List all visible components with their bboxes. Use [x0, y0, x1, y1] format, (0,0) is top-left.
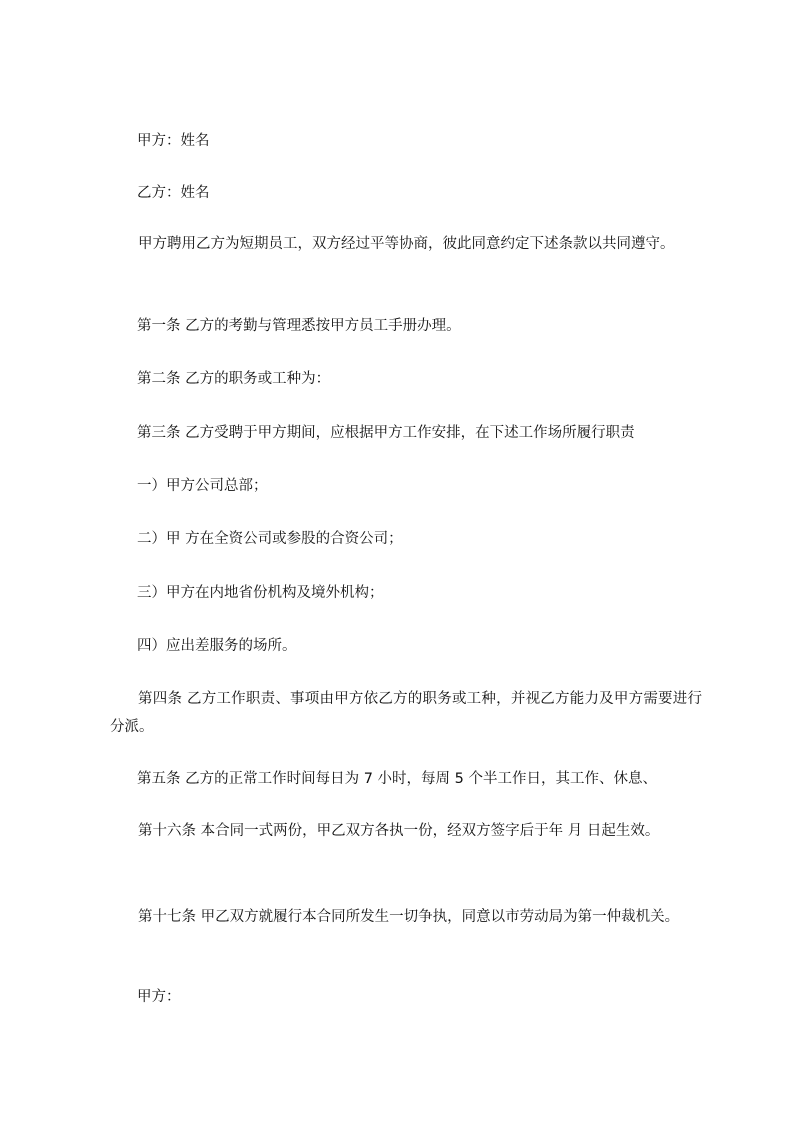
signature-party-a: 甲方：	[137, 989, 181, 1005]
article-3: 第三条 乙方受聘于甲方期间，应根据甲方工作安排，在下述工作场所履行职责	[137, 425, 635, 441]
workplace-item-4: 四）应出差服务的场所。	[137, 638, 297, 654]
party-a-line: 甲方：姓名	[137, 133, 210, 149]
article-2: 第二条 乙方的职务或工种为：	[137, 371, 331, 387]
party-b-line: 乙方：姓名	[137, 185, 210, 201]
workplace-item-1: 一）甲方公司总部；	[137, 478, 268, 494]
workplace-item-2: 二）甲 方在全资公司或参股的合资公司；	[137, 531, 403, 547]
article-16: 第十六条 本合同一式两份，甲乙双方各执一份，经双方签字后于年 月 日起生效。	[138, 823, 660, 839]
article-1: 第一条 乙方的考勤与管理悉按甲方员工手册办理。	[137, 318, 461, 334]
intro-paragraph: 甲方聘用乙方为短期员工，双方经过平等协商，彼此同意约定下述条款以共同遵守。	[138, 236, 675, 252]
workplace-item-3: 三）甲方在内地省份机构及境外机构；	[137, 585, 384, 601]
article-4: 第四条 乙方工作职责、事项由甲方依乙方的职务或工种，并视乙方能力及甲方需要进行分派。	[110, 691, 702, 735]
article-17: 第十七条 甲乙双方就履行本合同所发生一切争执，同意以市劳动局为第一仲裁机关。	[138, 909, 680, 925]
article-5: 第五条 乙方的正常工作时间每日为 7 小时，每周 5 个半工作日，其工作、休息、	[137, 771, 657, 787]
